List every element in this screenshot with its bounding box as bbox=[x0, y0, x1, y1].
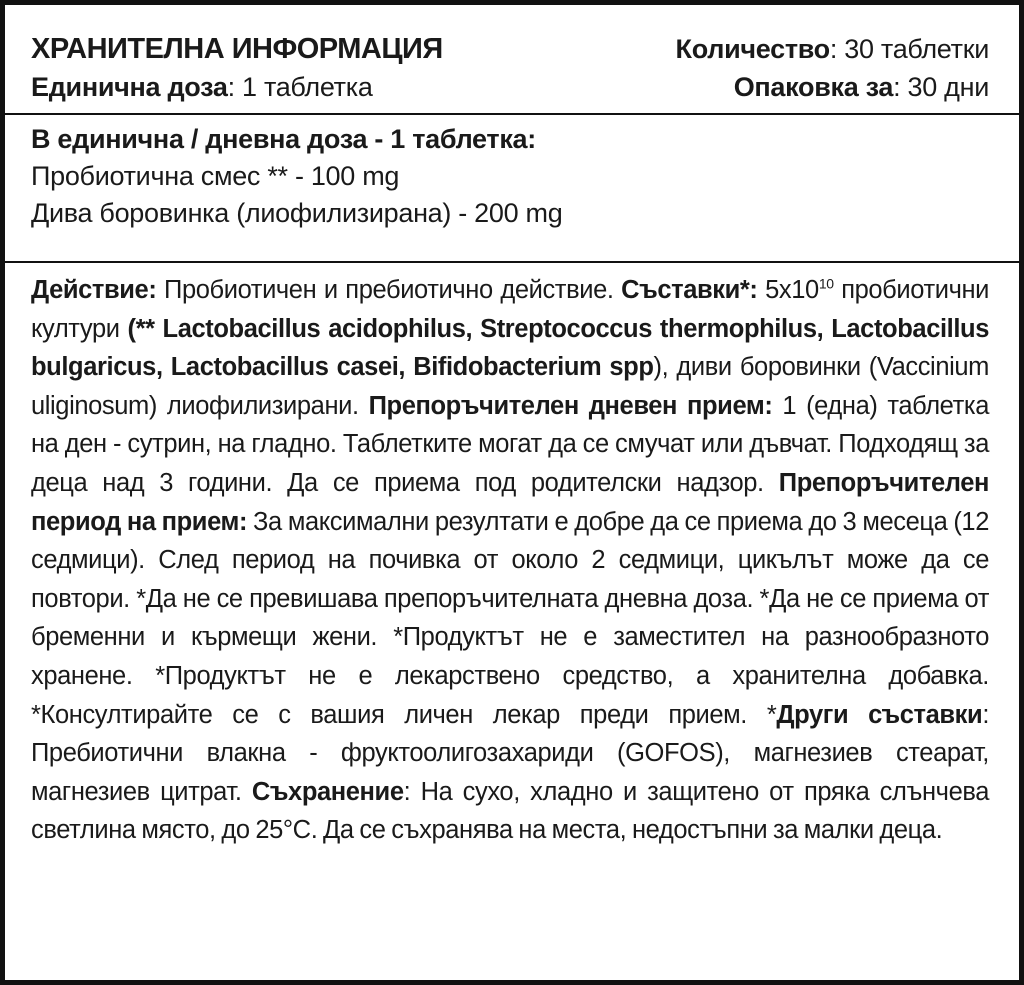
description-paragraph bbox=[31, 271, 989, 850]
dose-section bbox=[5, 115, 1019, 263]
description-section bbox=[5, 263, 1019, 850]
ingredients-text-1: пробиотични култури bbox=[31, 276, 989, 343]
cultures-list: (** Lactobacillus acidophilus, Streptococcus thermophilus, Lactobacillus bulgaricus, Lactobacillus casei, Bifidobacterium spp bbox=[31, 314, 989, 382]
unit-dose-value: : 1 таблетка bbox=[227, 72, 373, 102]
quantity-value: : 30 таблетки bbox=[829, 34, 989, 64]
unit-dose-label: Единична доза bbox=[31, 72, 228, 102]
package-value: : 30 дни bbox=[893, 72, 989, 102]
daily-intake-text: 1 (една) таблетка на ден - сутрин, на гладно. Таблетките могат да се смучат или дъвчат. Подходящ за деца над 3 години. Да се приема под родителски надзор. bbox=[31, 391, 989, 497]
package-label: Опаковка за bbox=[733, 72, 894, 102]
ingredients-exponent: 10 bbox=[818, 275, 834, 292]
intake-period-label: Препоръчителен период на прием: bbox=[31, 468, 989, 536]
ingredients-amount: 5x10 bbox=[757, 276, 819, 304]
header-row-1 bbox=[31, 29, 989, 69]
action-label: Действие: bbox=[31, 276, 157, 304]
daily-intake-label: Препоръчителен дневен прием: bbox=[368, 391, 773, 420]
intake-period-text: За максимални резултати е добре да се приема до 3 месеца (12 седмици). След период на почивка от около 2 седмици, цикълът може да се повтори. *Да не се превишава препоръчителната дневна доза. *Да не се приема от бременни и кърмещи жени. *Продуктът не е заместител на разнообразното хранене. *Продуктът не е лекарствено средство, а хранителна добавка. *Консултирайте се с вашия личен лекар преди прием. * bbox=[31, 507, 989, 729]
unit-dose-line bbox=[31, 69, 373, 105]
other-ingredients-text: : Пребиотични влакна - фруктоолигозахариди (GOFOS), магнезиев стеарат, магнезиев цитрат. bbox=[31, 700, 989, 806]
storage-text: : На сухо, хладно и защитено от пряка слънчева светлина място, до 25°C. Да се съхранява на места, недостъпни за малки деца. bbox=[31, 777, 989, 845]
ingredients-text-2: ), диви боровинки (Vaccinium uliginosum) лиофилизирани. bbox=[31, 353, 989, 420]
quantity-label: Количество bbox=[675, 34, 830, 64]
dose-item-blueberry: Дива боровинка (лиофилизирана) - 200 mg bbox=[31, 198, 563, 228]
header-row-2 bbox=[31, 69, 989, 105]
label-title: ХРАНИТЕЛНА ИНФОРМАЦИЯ bbox=[31, 33, 443, 65]
action-text: Пробиотичен и пребиотично действие. bbox=[156, 276, 622, 304]
package-line bbox=[734, 69, 989, 105]
dose-item-probiotic: Пробиотична смес ** - 100 mg bbox=[31, 161, 400, 191]
other-ingredients-label: Други съставки bbox=[776, 700, 983, 729]
dose-heading: В единична / дневна доза - 1 таблетка: bbox=[31, 124, 536, 154]
quantity-line bbox=[676, 31, 989, 67]
storage-label: Съхранение bbox=[251, 777, 404, 806]
label-header bbox=[5, 5, 1019, 115]
ingredients-label: Съставки*: bbox=[621, 276, 758, 304]
